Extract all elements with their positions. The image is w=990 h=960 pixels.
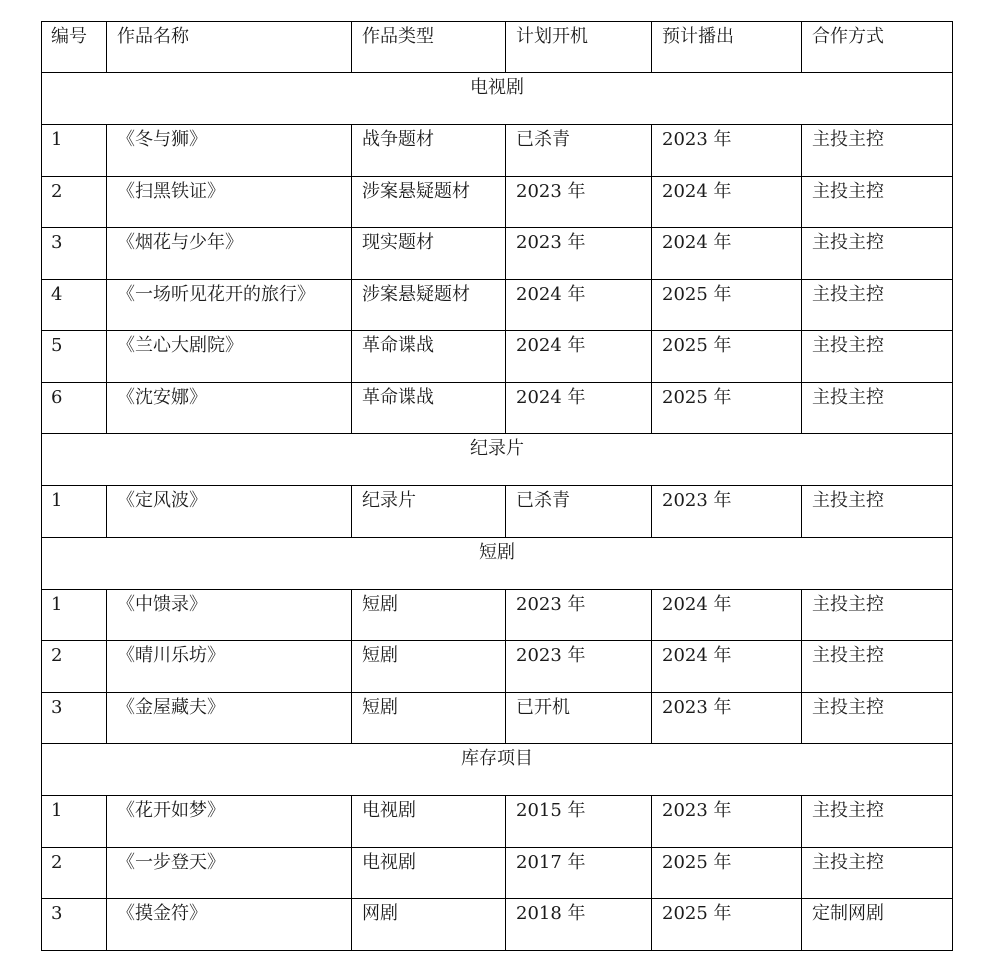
cell-name: 《沈安娜》: [107, 382, 352, 434]
table-row: [42, 899, 953, 951]
table-row: [42, 847, 953, 899]
cell-coop: 主投主控: [802, 641, 953, 693]
section-row: [42, 537, 953, 589]
cell-plan: 2024 年: [506, 382, 652, 434]
table-row: [42, 279, 953, 331]
cell-air: 2024 年: [652, 228, 802, 280]
cell-number: 1: [42, 589, 107, 641]
cell-number: 2: [42, 176, 107, 228]
cell-air: 2024 年: [652, 176, 802, 228]
cell-name: 《晴川乐坊》: [107, 641, 352, 693]
cell-type: 纪录片: [352, 486, 506, 538]
cell-plan: 2024 年: [506, 331, 652, 383]
cell-plan: 2023 年: [506, 176, 652, 228]
cell-coop: 主投主控: [802, 589, 953, 641]
cell-name: 《定风波》: [107, 486, 352, 538]
cell-plan: 2015 年: [506, 796, 652, 848]
cell-air: 2024 年: [652, 641, 802, 693]
cell-plan: 2024 年: [506, 279, 652, 331]
cell-type: 现实题材: [352, 228, 506, 280]
table-row: [42, 228, 953, 280]
cell-air: 2023 年: [652, 125, 802, 177]
cell-name: 《金屋藏夫》: [107, 692, 352, 744]
table-body: [42, 22, 953, 951]
header-name: 作品名称: [107, 22, 352, 73]
cell-type: 涉案悬疑题材: [352, 279, 506, 331]
header-air: 预计播出: [652, 22, 802, 73]
header-type: 作品类型: [352, 22, 506, 73]
cell-coop: 主投主控: [802, 228, 953, 280]
cell-name: 《摸金符》: [107, 899, 352, 951]
cell-coop: 主投主控: [802, 279, 953, 331]
cell-number: 3: [42, 899, 107, 951]
cell-air: 2025 年: [652, 847, 802, 899]
table-row: [42, 589, 953, 641]
cell-coop: 主投主控: [802, 692, 953, 744]
cell-plan: 已开机: [506, 692, 652, 744]
cell-type: 战争题材: [352, 125, 506, 177]
section-row: [42, 744, 953, 796]
cell-plan: 2023 年: [506, 641, 652, 693]
header-coop: 合作方式: [802, 22, 953, 73]
cell-coop: 主投主控: [802, 125, 953, 177]
cell-coop: 主投主控: [802, 796, 953, 848]
cell-plan: 2023 年: [506, 589, 652, 641]
cell-name: 《一场听见花开的旅行》: [107, 279, 352, 331]
cell-air: 2023 年: [652, 796, 802, 848]
cell-type: 短剧: [352, 692, 506, 744]
table-row: [42, 382, 953, 434]
section-title: 短剧: [42, 537, 953, 589]
header-plan: 计划开机: [506, 22, 652, 73]
section-row: [42, 434, 953, 486]
cell-type: 短剧: [352, 589, 506, 641]
header-number: 编号: [42, 22, 107, 73]
cell-air: 2025 年: [652, 331, 802, 383]
cell-coop: 定制网剧: [802, 899, 953, 951]
cell-plan: 2017 年: [506, 847, 652, 899]
cell-type: 电视剧: [352, 847, 506, 899]
cell-type: 电视剧: [352, 796, 506, 848]
cell-plan: 2018 年: [506, 899, 652, 951]
cell-air: 2024 年: [652, 589, 802, 641]
cell-type: 革命谍战: [352, 331, 506, 383]
cell-name: 《兰心大剧院》: [107, 331, 352, 383]
cell-type: 短剧: [352, 641, 506, 693]
table-row: [42, 331, 953, 383]
cell-plan: 2023 年: [506, 228, 652, 280]
cell-plan: 已杀青: [506, 125, 652, 177]
cell-name: 《冬与狮》: [107, 125, 352, 177]
cell-number: 2: [42, 847, 107, 899]
cell-type: 网剧: [352, 899, 506, 951]
table-row: [42, 692, 953, 744]
cell-type: 革命谍战: [352, 382, 506, 434]
section-title: 电视剧: [42, 73, 953, 125]
table-row: [42, 796, 953, 848]
table-row: [42, 486, 953, 538]
cell-name: 《烟花与少年》: [107, 228, 352, 280]
section-row: [42, 73, 953, 125]
table-row: [42, 641, 953, 693]
cell-coop: 主投主控: [802, 382, 953, 434]
cell-air: 2023 年: [652, 486, 802, 538]
cell-coop: 主投主控: [802, 331, 953, 383]
cell-air: 2023 年: [652, 692, 802, 744]
cell-number: 5: [42, 331, 107, 383]
cell-name: 《中馈录》: [107, 589, 352, 641]
section-title: 纪录片: [42, 434, 953, 486]
section-title: 库存项目: [42, 744, 953, 796]
cell-plan: 已杀青: [506, 486, 652, 538]
cell-air: 2025 年: [652, 382, 802, 434]
cell-number: 3: [42, 692, 107, 744]
cell-name: 《花开如梦》: [107, 796, 352, 848]
works-table: [41, 21, 953, 951]
cell-number: 1: [42, 125, 107, 177]
cell-name: 《一步登天》: [107, 847, 352, 899]
cell-name: 《扫黑铁证》: [107, 176, 352, 228]
cell-number: 1: [42, 796, 107, 848]
cell-type: 涉案悬疑题材: [352, 176, 506, 228]
cell-number: 1: [42, 486, 107, 538]
cell-number: 3: [42, 228, 107, 280]
cell-number: 2: [42, 641, 107, 693]
cell-coop: 主投主控: [802, 176, 953, 228]
header-row: [42, 22, 953, 73]
cell-number: 6: [42, 382, 107, 434]
cell-coop: 主投主控: [802, 847, 953, 899]
table-row: [42, 125, 953, 177]
table-row: [42, 176, 953, 228]
cell-number: 4: [42, 279, 107, 331]
cell-coop: 主投主控: [802, 486, 953, 538]
cell-air: 2025 年: [652, 279, 802, 331]
cell-air: 2025 年: [652, 899, 802, 951]
